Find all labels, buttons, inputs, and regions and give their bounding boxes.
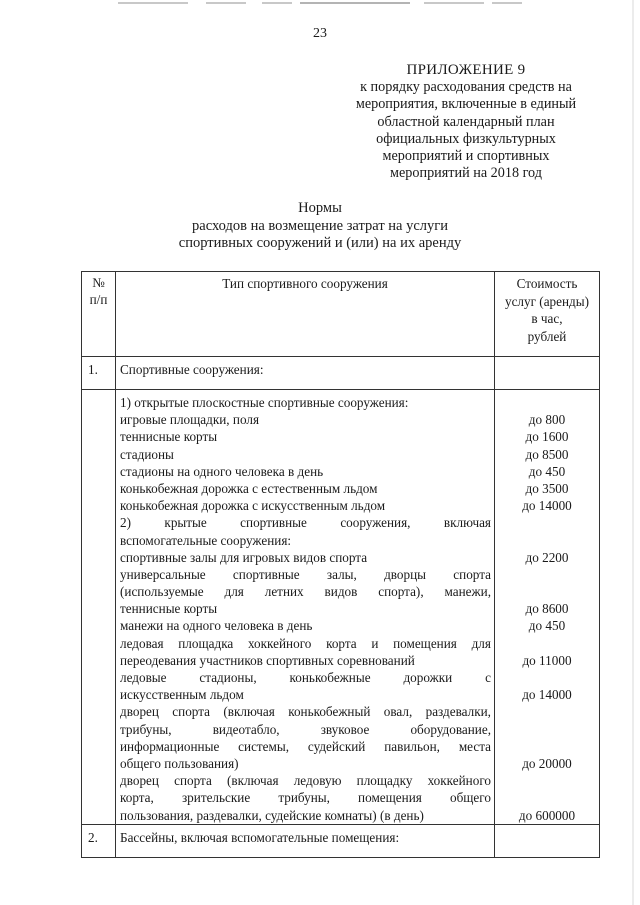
facility-line: пользования, раздевалки, судейские комнаты) (в день)	[120, 807, 424, 823]
section-label: Спортивные сооружения:	[116, 357, 495, 390]
appendix-header	[336, 62, 596, 182]
facility-word: (включая	[223, 704, 275, 720]
facility-word: системы,	[238, 738, 290, 754]
facility-word: спорта	[172, 704, 210, 720]
facility-word: спорта	[174, 773, 212, 789]
facility-cost	[495, 721, 599, 738]
facility-line	[120, 703, 491, 720]
facility-word: ледовую	[293, 773, 342, 789]
page-number: 23	[313, 26, 327, 41]
facility-word: стадионы,	[199, 670, 257, 685]
facility-word: крытые	[164, 515, 207, 531]
facility-cost	[495, 514, 599, 531]
section-body-row	[82, 390, 600, 825]
facility-word: включая	[443, 515, 491, 531]
facility-cost	[495, 789, 599, 806]
appendix-title: ПРИЛОЖЕНИЕ 9	[406, 62, 526, 78]
facility-word: корта,	[120, 790, 154, 806]
appendix-line: к порядку расходования средств на	[360, 79, 572, 96]
facility-cost	[495, 583, 599, 600]
norms-title	[0, 200, 640, 253]
section-label: Бассейны, включая вспомогательные помещения:	[116, 824, 495, 857]
facility-line	[120, 566, 491, 583]
facility-line	[120, 772, 491, 789]
facility-line: общего пользования)	[120, 755, 239, 771]
facility-word: 2)	[120, 515, 131, 531]
facility-cost	[495, 566, 599, 583]
facility-line: теннисные корты	[120, 601, 218, 617]
facility-word: манежи,	[444, 584, 491, 600]
table-header-row	[82, 272, 600, 357]
facility-word: помещения	[358, 790, 422, 806]
body-number-cell	[82, 390, 116, 825]
facility-list	[116, 390, 495, 825]
facility-word: помещения	[393, 635, 457, 651]
facility-cost: до 600000	[518, 807, 576, 823]
facility-word: зрительские	[181, 790, 251, 806]
facility-word: спортивные	[240, 515, 307, 531]
facility-line	[120, 583, 491, 600]
norms-title-line: спортивных сооружений и (или) на их аренду	[178, 235, 462, 251]
facility-cost	[495, 669, 599, 686]
facility-word: для	[224, 584, 244, 600]
facility-word: ледовая	[120, 635, 164, 651]
facility-word: видеотабло,	[212, 721, 280, 737]
facility-word: раздевалки,	[425, 704, 491, 720]
appendix-line: официальных физкультурных	[376, 130, 556, 147]
facility-word: павильон,	[384, 738, 440, 754]
norms-title-line: расходов на возмещение затрат на услуги	[192, 217, 448, 234]
facility-cost: до 800	[528, 412, 566, 428]
facility-word: информационные	[120, 738, 220, 754]
facility-word: оборудование,	[410, 721, 491, 737]
section-row	[82, 824, 600, 857]
facility-line: переодевания участников спортивных соревнований	[120, 652, 415, 668]
cost-list	[495, 390, 600, 825]
facility-cost: до 450	[528, 463, 566, 479]
header-type: Тип спортивного сооружения	[116, 272, 495, 357]
facility-cost: до 3500	[525, 480, 569, 496]
appendix-line: мероприятия, включенные в единый	[355, 96, 577, 113]
facility-word: спортивные	[232, 566, 300, 582]
scan-right-edge	[632, 0, 634, 905]
section-cost	[495, 824, 600, 857]
header-number-abbr: п/п	[89, 291, 108, 307]
facility-line: манежи на одного человека в день	[120, 618, 313, 634]
facility-cost: до 20000	[522, 755, 572, 771]
facility-cost: до 2200	[525, 549, 569, 565]
facility-word: овал,	[383, 704, 413, 720]
facility-word: сооружения,	[340, 515, 411, 531]
facility-word: дорожки	[403, 670, 453, 685]
facility-word: универсальные	[120, 566, 206, 582]
facility-line: спортивные залы для игровых видов спорта	[120, 549, 368, 565]
facility-cost: до 1600	[525, 429, 569, 445]
facility-line: теннисные корты	[120, 429, 218, 445]
facility-word: трибуны,	[278, 790, 330, 806]
appendix-line: мероприятий и спортивных	[382, 148, 550, 165]
facility-word: звуковое	[320, 721, 370, 737]
header-cost-line: Стоимость	[516, 276, 578, 291]
facility-line	[120, 738, 491, 755]
facility-word: и	[371, 635, 379, 651]
facility-cost: до 450	[528, 618, 566, 634]
facility-line: конькобежная дорожка с естественным льдом	[120, 480, 378, 496]
section-row	[82, 357, 600, 390]
appendix-line: областной календарный план	[377, 113, 555, 130]
facility-line: искусственным льдом	[120, 687, 244, 703]
facility-word: площадку	[356, 773, 413, 789]
facility-word: судейский	[307, 738, 366, 754]
facility-cost: до 11000	[522, 652, 572, 668]
facility-word: для	[471, 635, 491, 651]
facility-word: (используемые	[120, 584, 204, 600]
facility-line	[120, 721, 491, 738]
facility-cost	[495, 532, 599, 549]
scan-top-edge	[0, 0, 640, 6]
facility-cost	[495, 703, 599, 720]
header-number	[82, 272, 116, 357]
facility-word: трибуны,	[120, 721, 172, 737]
facility-word: корта	[326, 635, 357, 651]
facility-word: видов	[324, 584, 358, 600]
facility-cost: до 14000	[522, 687, 572, 703]
facility-line: игровые площадки, поля	[120, 412, 260, 428]
section-number: 1.	[82, 357, 116, 390]
facility-line	[120, 635, 491, 652]
facility-word: конькобежный	[288, 704, 371, 720]
facility-cost	[495, 394, 599, 411]
facility-word: залы,	[326, 566, 357, 582]
facility-word: хоккейного	[247, 635, 312, 651]
facility-line	[120, 789, 491, 806]
facility-cost: до 8600	[525, 601, 569, 617]
header-cost-line: рублей	[527, 328, 567, 344]
facility-word: дворцы	[384, 566, 427, 582]
facility-line: стадионы	[120, 446, 174, 462]
facility-cost	[495, 772, 599, 789]
facility-line	[120, 514, 491, 531]
facility-line: вспомогательные сооружения:	[120, 532, 292, 548]
facility-cost: до 14000	[522, 498, 572, 514]
facility-line: стадионы на одного человека в день	[120, 463, 324, 479]
facility-word: (включая	[227, 773, 279, 789]
facility-word: места	[458, 738, 491, 754]
header-cost-line: услуг (аренды)	[504, 293, 590, 309]
facility-line	[120, 669, 491, 686]
norms-title-line: Нормы	[298, 200, 342, 216]
facility-word: хоккейного	[427, 773, 491, 789]
facility-word: дворец	[120, 773, 159, 789]
facility-cost: до 8500	[525, 446, 569, 462]
facility-cost	[495, 635, 599, 652]
header-number-symbol: №	[92, 275, 105, 290]
facility-word: конькобежные	[289, 670, 371, 685]
facility-word: летних	[264, 584, 304, 600]
facility-word: общего	[449, 790, 491, 806]
facility-word: площадка	[178, 635, 234, 651]
facility-word: спорта	[453, 566, 491, 582]
norms-table	[81, 271, 600, 858]
section-number: 2.	[82, 824, 116, 857]
header-cost	[495, 272, 600, 357]
facility-word: ледовые	[120, 670, 167, 685]
section-cost	[495, 357, 600, 390]
header-cost-line: в час,	[531, 311, 563, 326]
appendix-line: мероприятий на 2018 год	[390, 165, 542, 182]
facility-word: дворец	[120, 704, 159, 720]
facility-cost	[495, 738, 599, 755]
facility-line: 1) открытые плоскостные спортивные сооружения:	[120, 395, 409, 410]
facility-word: спорта),	[378, 584, 424, 600]
facility-line: конькобежная дорожка с искусственным льдом	[120, 498, 386, 514]
facility-word: с	[485, 670, 491, 685]
